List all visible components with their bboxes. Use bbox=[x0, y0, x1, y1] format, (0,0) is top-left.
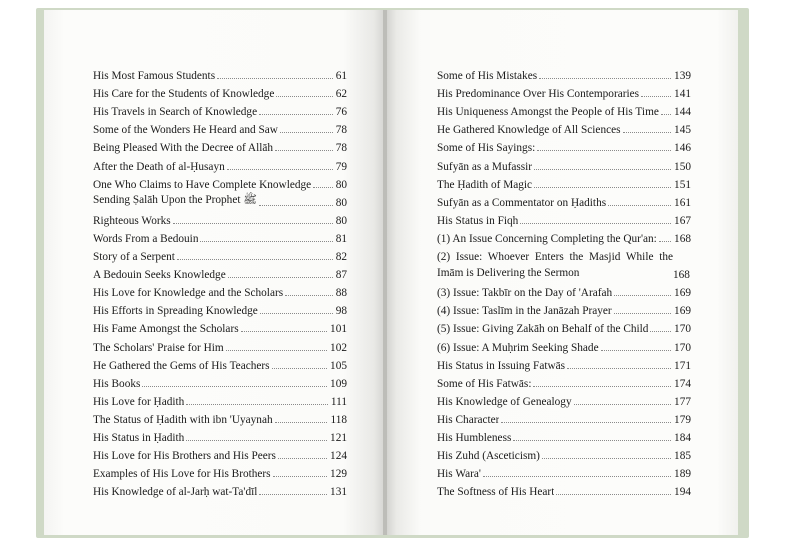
toc-entry bbox=[437, 64, 691, 82]
toc-entry-title: His Wara' bbox=[437, 468, 481, 481]
dot-leader bbox=[173, 223, 333, 224]
dot-leader bbox=[280, 132, 333, 133]
dot-leader bbox=[483, 476, 671, 477]
toc-entry bbox=[437, 426, 691, 444]
toc-entry-page-number: 189 bbox=[674, 468, 691, 481]
toc-entry bbox=[93, 100, 347, 118]
dot-leader bbox=[200, 241, 332, 242]
toc-entry bbox=[93, 462, 347, 480]
toc-entry bbox=[437, 227, 691, 245]
toc-entry-page-number: 88 bbox=[335, 287, 347, 300]
toc-entry bbox=[437, 390, 691, 408]
dot-leader bbox=[650, 331, 671, 332]
toc-entry-page-number: 179 bbox=[674, 413, 691, 426]
toc-entry bbox=[437, 191, 691, 209]
toc-entry bbox=[437, 118, 691, 136]
toc-entry-title: Being Pleased With the Decree of Allāh bbox=[93, 142, 274, 155]
toc-entry bbox=[93, 444, 347, 462]
dot-leader bbox=[542, 458, 671, 459]
dot-leader bbox=[661, 114, 671, 115]
toc-entry bbox=[437, 100, 691, 118]
toc-entry bbox=[93, 390, 347, 408]
toc-entry-page-number: 146 bbox=[674, 142, 691, 155]
toc-entry-title: The Ḥadith of Magic bbox=[437, 178, 533, 191]
toc-entry-page-number: 177 bbox=[674, 395, 691, 408]
dot-leader bbox=[313, 187, 333, 188]
toc-entry-page-number: 80 bbox=[335, 214, 347, 227]
toc-entry-page-number: 131 bbox=[330, 486, 347, 499]
toc-entry-page-number: 109 bbox=[330, 377, 347, 390]
toc-entry-page-number: 87 bbox=[335, 269, 347, 282]
toc-entry-title: His Status in Fiqh bbox=[437, 214, 519, 227]
dot-leader bbox=[641, 96, 671, 97]
toc-entry-title: The Softness of His Heart bbox=[437, 486, 555, 499]
toc-entry-title: Sufyān as a Mufassir bbox=[437, 160, 533, 173]
toc-entry-page-number: 129 bbox=[330, 468, 347, 481]
dot-leader bbox=[273, 476, 327, 477]
toc-entry bbox=[93, 426, 347, 444]
toc-entry-page-number: 139 bbox=[674, 70, 691, 83]
toc-entry-page-number: 121 bbox=[330, 431, 347, 444]
toc-entry-page-number: 98 bbox=[335, 305, 347, 318]
toc-entry-title: His Travels in Search of Knowledge bbox=[93, 106, 258, 119]
toc-entry bbox=[437, 154, 691, 172]
dot-leader bbox=[259, 114, 333, 115]
table-of-contents-right bbox=[437, 64, 691, 498]
toc-entry-title: (1) An Issue Concerning Completing the Qur'an: bbox=[437, 232, 657, 245]
dot-leader bbox=[272, 368, 328, 369]
dot-leader bbox=[539, 78, 671, 79]
toc-entry-title: Words From a Bedouin bbox=[93, 232, 199, 245]
toc-entry-title: (2) Issue: Whoever Enters the Masjid While the Imām is Delivering the Sermon bbox=[437, 251, 673, 280]
toc-entry bbox=[93, 245, 347, 263]
book-gutter bbox=[383, 10, 387, 535]
toc-entry-title: Story of a Serpent bbox=[93, 251, 175, 264]
dot-leader bbox=[556, 494, 671, 495]
toc-entry-title: His Love for Ḥadith bbox=[93, 395, 185, 408]
table-of-contents-left bbox=[93, 64, 347, 498]
toc-entry-page-number: 170 bbox=[674, 341, 691, 354]
toc-entry-title: His Care for the Students of Knowledge bbox=[93, 88, 275, 101]
toc-entry bbox=[437, 335, 691, 353]
toc-entry-title: After the Death of al-Ḥusayn bbox=[93, 160, 225, 173]
toc-entry-title: Some of His Sayings: bbox=[437, 142, 536, 155]
toc-entry-title: (5) Issue: Giving Zakāh on Behalf of the Child bbox=[437, 323, 649, 336]
dot-leader bbox=[513, 440, 671, 441]
toc-entry-page-number: 161 bbox=[674, 196, 691, 209]
dot-leader bbox=[285, 295, 333, 296]
toc-entry-title: Examples of His Love for His Brothers bbox=[93, 468, 271, 481]
toc-entry-title: His Knowledge of al-Jarḥ wat-Ta'dīl bbox=[93, 486, 258, 499]
toc-entry bbox=[93, 154, 347, 172]
dot-leader bbox=[659, 241, 671, 242]
toc-entry bbox=[437, 245, 691, 281]
dot-leader bbox=[227, 169, 333, 170]
toc-entry-page-number: 61 bbox=[335, 70, 347, 83]
toc-entry-page-number: 171 bbox=[674, 359, 691, 372]
toc-entry-page-number: 111 bbox=[330, 395, 347, 408]
toc-entry-page-number: 144 bbox=[674, 106, 691, 119]
toc-entry-title: Some of His Mistakes bbox=[437, 70, 538, 83]
toc-entry-title: He Gathered Knowledge of All Sciences bbox=[437, 124, 621, 137]
toc-entry-page-number: 78 bbox=[335, 124, 347, 137]
toc-entry-page-number: 170 bbox=[674, 323, 691, 336]
toc-entry bbox=[93, 299, 347, 317]
toc-entry-title: His Zuhd (Asceticism) bbox=[437, 450, 540, 463]
toc-entry-page-number: 141 bbox=[674, 88, 691, 101]
toc-entry-page-number: 150 bbox=[674, 160, 691, 173]
toc-entry-page-number: 124 bbox=[330, 450, 347, 463]
dot-leader bbox=[217, 78, 333, 79]
dot-leader bbox=[260, 313, 333, 314]
toc-entry bbox=[93, 136, 347, 154]
toc-entry-title: Sufyān as a Commentator on Ḥadiths bbox=[437, 196, 607, 209]
dot-leader bbox=[520, 223, 671, 224]
toc-entry bbox=[437, 408, 691, 426]
toc-entry-page-number: 62 bbox=[335, 88, 347, 101]
toc-entry bbox=[437, 299, 691, 317]
toc-entry-page-number: 78 bbox=[335, 142, 347, 155]
dot-leader bbox=[228, 277, 333, 278]
dot-leader bbox=[608, 205, 671, 206]
toc-entry-page-number: 169 bbox=[674, 305, 691, 318]
toc-entry-title: Sending Ṣalāh Upon the Prophet ﷺ bbox=[93, 193, 257, 206]
dot-leader bbox=[177, 259, 333, 260]
dot-leader bbox=[259, 205, 333, 206]
toc-entry bbox=[437, 82, 691, 100]
dot-leader bbox=[275, 422, 328, 423]
toc-entry-title: (6) Issue: A Muḥrim Seeking Shade bbox=[437, 341, 599, 354]
toc-entry-title: Some of His Fatwās: bbox=[437, 377, 532, 390]
toc-entry bbox=[437, 462, 691, 480]
dot-leader bbox=[275, 150, 333, 151]
toc-entry-page-number: 82 bbox=[335, 251, 347, 264]
toc-entry-page-number: 102 bbox=[330, 341, 347, 354]
toc-entry-title: His Predominance Over His Contemporaries bbox=[437, 88, 640, 101]
dot-leader bbox=[537, 150, 671, 151]
toc-entry-page-number: 101 bbox=[330, 323, 347, 336]
toc-entry bbox=[437, 480, 691, 498]
toc-entry bbox=[93, 82, 347, 100]
dot-leader bbox=[278, 458, 327, 459]
toc-entry-title: His Status in Issuing Fatwās bbox=[437, 359, 566, 372]
toc-entry bbox=[437, 136, 691, 154]
toc-entry-title: His Uniqueness Amongst the People of His Time bbox=[437, 106, 659, 119]
toc-entry bbox=[437, 317, 691, 335]
dot-leader bbox=[186, 440, 327, 441]
toc-entry bbox=[93, 191, 347, 209]
toc-entry bbox=[93, 64, 347, 82]
toc-entry-page-number: 118 bbox=[330, 413, 347, 426]
toc-entry-page-number: 184 bbox=[674, 431, 691, 444]
dot-leader bbox=[501, 422, 671, 423]
dot-leader bbox=[534, 187, 671, 188]
dot-leader bbox=[142, 386, 327, 387]
toc-entry-title: His Humbleness bbox=[437, 431, 512, 444]
toc-entry-title: His Books bbox=[93, 377, 141, 390]
dot-leader bbox=[259, 494, 327, 495]
toc-entry-title: His Love for His Brothers and His Peers bbox=[93, 450, 276, 463]
toc-entry-title: One Who Claims to Have Complete Knowledge bbox=[93, 178, 312, 191]
toc-entry-page-number: 79 bbox=[335, 160, 347, 173]
dot-leader bbox=[241, 331, 327, 332]
toc-entry bbox=[93, 335, 347, 353]
toc-entry-title: Righteous Works bbox=[93, 214, 171, 227]
toc-entry-title: His Knowledge of Genealogy bbox=[437, 395, 572, 408]
dot-leader bbox=[567, 368, 671, 369]
toc-entry bbox=[93, 263, 347, 281]
toc-entry-page-number: 151 bbox=[674, 178, 691, 191]
dot-leader bbox=[623, 132, 672, 133]
toc-entry-page-number: 194 bbox=[674, 486, 691, 499]
dot-leader bbox=[574, 404, 671, 405]
toc-entry bbox=[93, 281, 347, 299]
dot-leader bbox=[601, 350, 671, 351]
dot-leader bbox=[614, 313, 671, 314]
toc-entry bbox=[437, 281, 691, 299]
toc-entry bbox=[93, 317, 347, 335]
toc-entry-page-number: 80 bbox=[335, 196, 347, 209]
toc-entry-title: The Scholars' Praise for Him bbox=[93, 341, 224, 354]
toc-entry-title: A Bedouin Seeks Knowledge bbox=[93, 269, 226, 282]
toc-entry-title: His Status in Ḥadith bbox=[93, 431, 185, 444]
toc-entry bbox=[93, 227, 347, 245]
toc-entry-title: His Efforts in Spreading Knowledge bbox=[93, 305, 258, 318]
toc-entry-page-number: 76 bbox=[335, 106, 347, 119]
toc-entry-page-number: 185 bbox=[674, 450, 691, 463]
toc-entry bbox=[437, 173, 691, 191]
toc-entry bbox=[93, 173, 347, 191]
toc-entry bbox=[437, 444, 691, 462]
dot-leader bbox=[186, 404, 328, 405]
toc-entry-title: (4) Issue: Taslīm in the Janāzah Prayer bbox=[437, 305, 612, 318]
toc-entry-title: The Status of Ḥadith with ibn 'Uyaynah bbox=[93, 413, 273, 426]
toc-entry bbox=[93, 480, 347, 498]
toc-entry-title: His Character bbox=[437, 413, 500, 426]
dot-leader bbox=[614, 295, 671, 296]
toc-entry bbox=[93, 118, 347, 136]
dot-leader bbox=[534, 169, 671, 170]
toc-entry bbox=[93, 354, 347, 372]
toc-entry-title: His Fame Amongst the Scholars bbox=[93, 323, 239, 336]
toc-entry bbox=[437, 354, 691, 372]
toc-entry bbox=[93, 372, 347, 390]
toc-entry-page-number: 80 bbox=[335, 178, 347, 191]
dot-leader bbox=[276, 96, 332, 97]
toc-entry-page-number: 105 bbox=[330, 359, 347, 372]
toc-entry-title: His Most Famous Students bbox=[93, 70, 216, 83]
dot-leader bbox=[533, 386, 671, 387]
toc-entry-title: (3) Issue: Takbīr on the Day of 'Arafah bbox=[437, 287, 613, 300]
toc-entry-page-number: 81 bbox=[335, 232, 347, 245]
toc-entry-title: He Gathered the Gems of His Teachers bbox=[93, 359, 270, 372]
dot-leader bbox=[226, 350, 327, 351]
toc-entry bbox=[93, 408, 347, 426]
toc-entry-page-number: 145 bbox=[674, 124, 691, 137]
toc-entry-page-number: 168 bbox=[674, 232, 691, 245]
toc-entry bbox=[437, 372, 691, 390]
toc-entry-page-number: 174 bbox=[674, 377, 691, 390]
toc-entry bbox=[93, 209, 347, 227]
toc-entry-title: Some of the Wonders He Heard and Saw bbox=[93, 124, 278, 137]
toc-entry-page-number: 167 bbox=[674, 214, 691, 227]
toc-entry-page-number: 168 bbox=[673, 269, 690, 282]
toc-entry-title: His Love for Knowledge and the Scholars bbox=[93, 287, 284, 300]
toc-entry bbox=[437, 209, 691, 227]
toc-entry-page-number: 169 bbox=[674, 287, 691, 300]
